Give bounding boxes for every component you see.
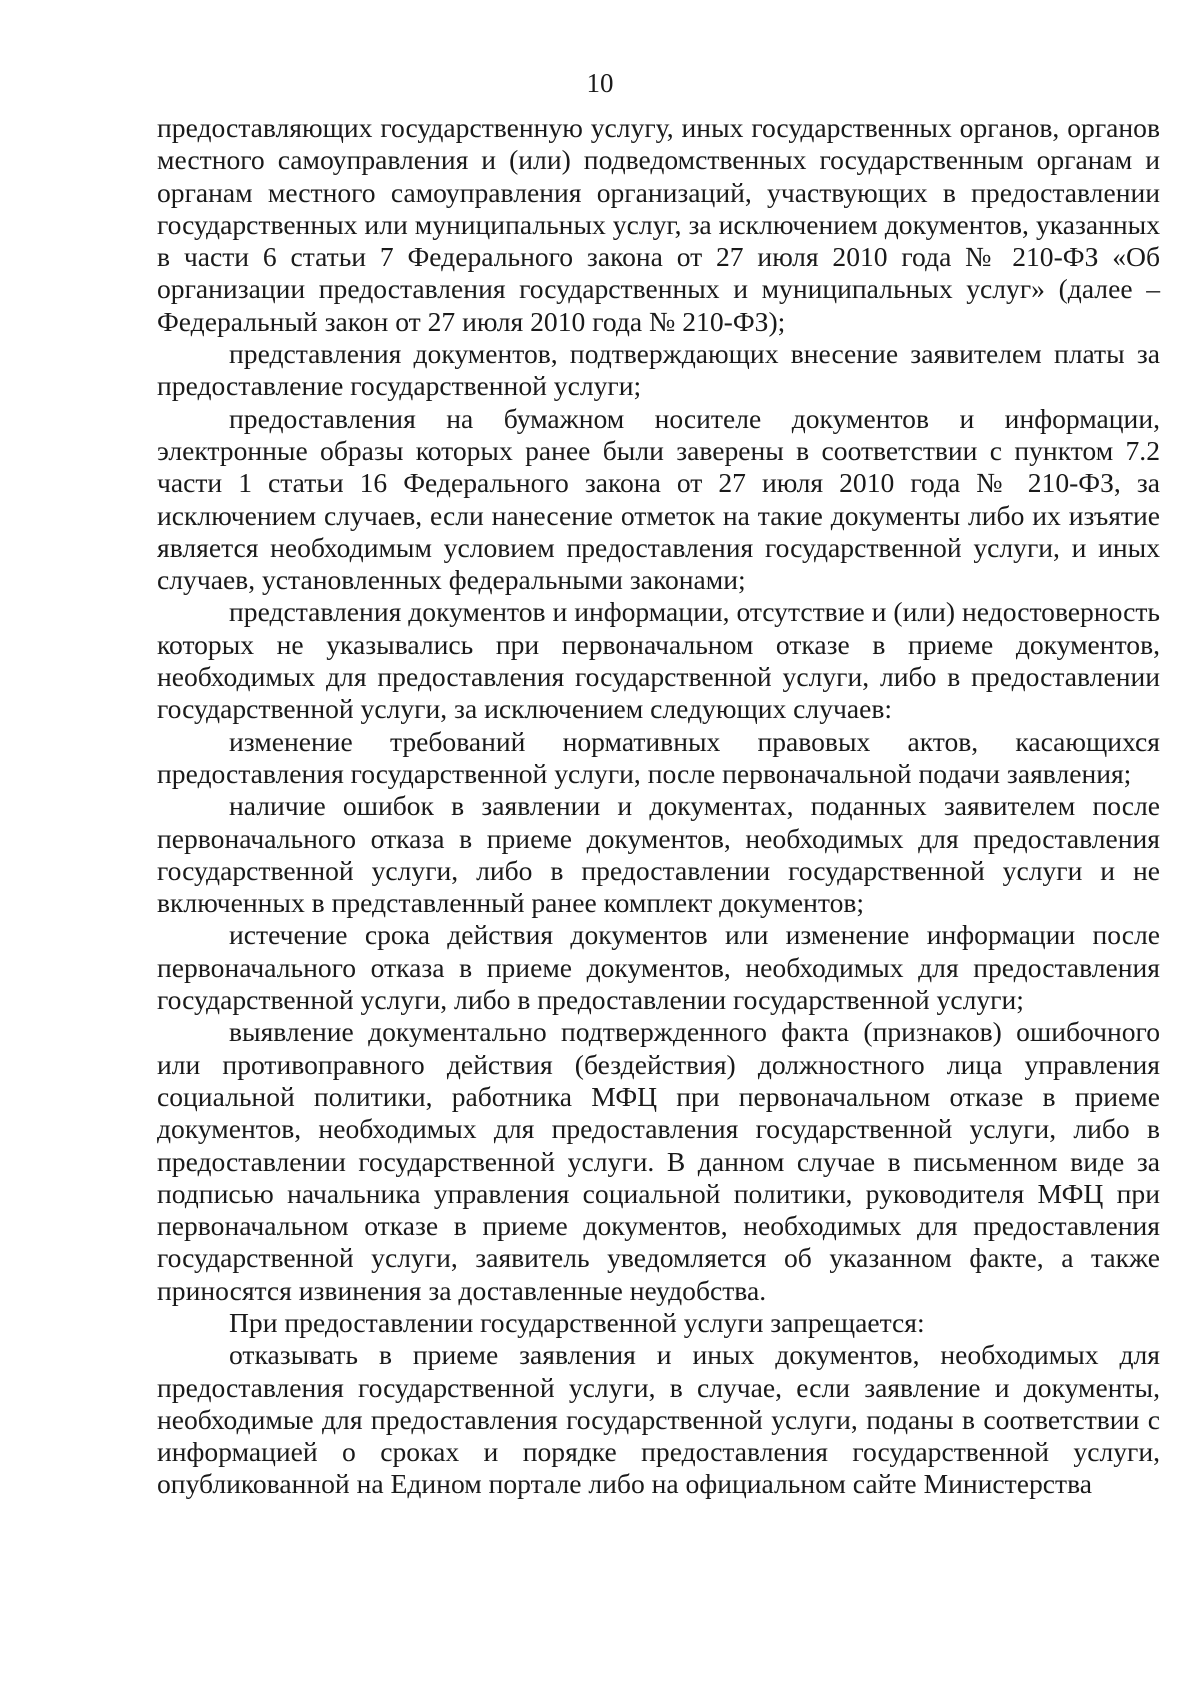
paragraph-continuation: предоставляющих государственную услугу, иных государственных органов, органов местного самоуправления и (или) подведомственных государственным органам и органам местного самоуправления организаций, участвующих в предоставлении государственных или муниципальных услуг, за исключением документов, указанных в части 6 статьи 7 Федерального закона от 27 июля 2010 года № 210-ФЗ «Об организации предоставления государственных и муниципальных услуг» (далее – Федеральный закон от 27 июля 2010 года № 210-ФЗ); — [157, 112, 1160, 337]
paragraph: выявление документально подтвержденного факта (признаков) ошибочного или противоправного действия (бездействия) должностного лица управления социальной политики, работника МФЦ при первоначальном отказе в приеме документов, необходимых для предоставления государственной услуги, либо в предоставлении государственной услуги. В данном случае в письменном виде за подписью начальника управления социальной политики, руководителя МФЦ при первоначальном отказе в приеме документов, необходимых для предоставления государственной услуги, заявитель уведомляется об указанном факте, а также приносятся извинения за доставленные неудобства. — [157, 1016, 1160, 1306]
paragraph: наличие ошибок в заявлении и документах, поданных заявителем после первоначального отказа в приеме документов, необходимых для предоставления государственной услуги, либо в предоставлении государственной услуги и не включенных в представленный ранее комплект документов; — [157, 790, 1160, 919]
paragraph: предоставления на бумажном носителе документов и информации, электронные образы которых ранее были заверены в соответствии с пунктом 7.2 части 1 статьи 16 Федерального закона от 27 июля 2010 года № 210-ФЗ, за исключением случаев, если нанесение отметок на такие документы либо их изъятие является необходимым условием предоставления государственной услуги, и иных случаев, установленных федеральными законами; — [157, 402, 1160, 596]
document-body — [157, 112, 1160, 1501]
paragraph: представления документов и информации, отсутствие и (или) недостоверность которых не указывались при первоначальном отказе в приеме документов, необходимых для предоставления государственной услуги, либо в предоставлении государственной услуги, за исключением следующих случаев: — [157, 596, 1160, 725]
paragraph: представления документов, подтверждающих внесение заявителем платы за предоставление государственной услуги; — [157, 338, 1160, 402]
page-number: 10 — [586, 68, 614, 98]
paragraph: отказывать в приеме заявления и иных документов, необходимых для предоставления государственной услуги, в случае, если заявление и документы, необходимые для предоставления государственной услуги, поданы в соответствии с информацией о сроках и порядке предоставления государственной услуги, опубликованной на Едином портале либо на официальном сайте Министерства — [157, 1339, 1160, 1500]
paragraph: истечение срока действия документов или изменение информации после первоначального отказа в приеме документов, необходимых для предоставления государственной услуги, либо в предоставлении государственной услуги; — [157, 919, 1160, 1016]
paragraph: изменение требований нормативных правовых актов, касающихся предоставления государственной услуги, после первоначальной подачи заявления; — [157, 725, 1160, 789]
paragraph: При предоставлении государственной услуги запрещается: — [229, 1306, 925, 1338]
